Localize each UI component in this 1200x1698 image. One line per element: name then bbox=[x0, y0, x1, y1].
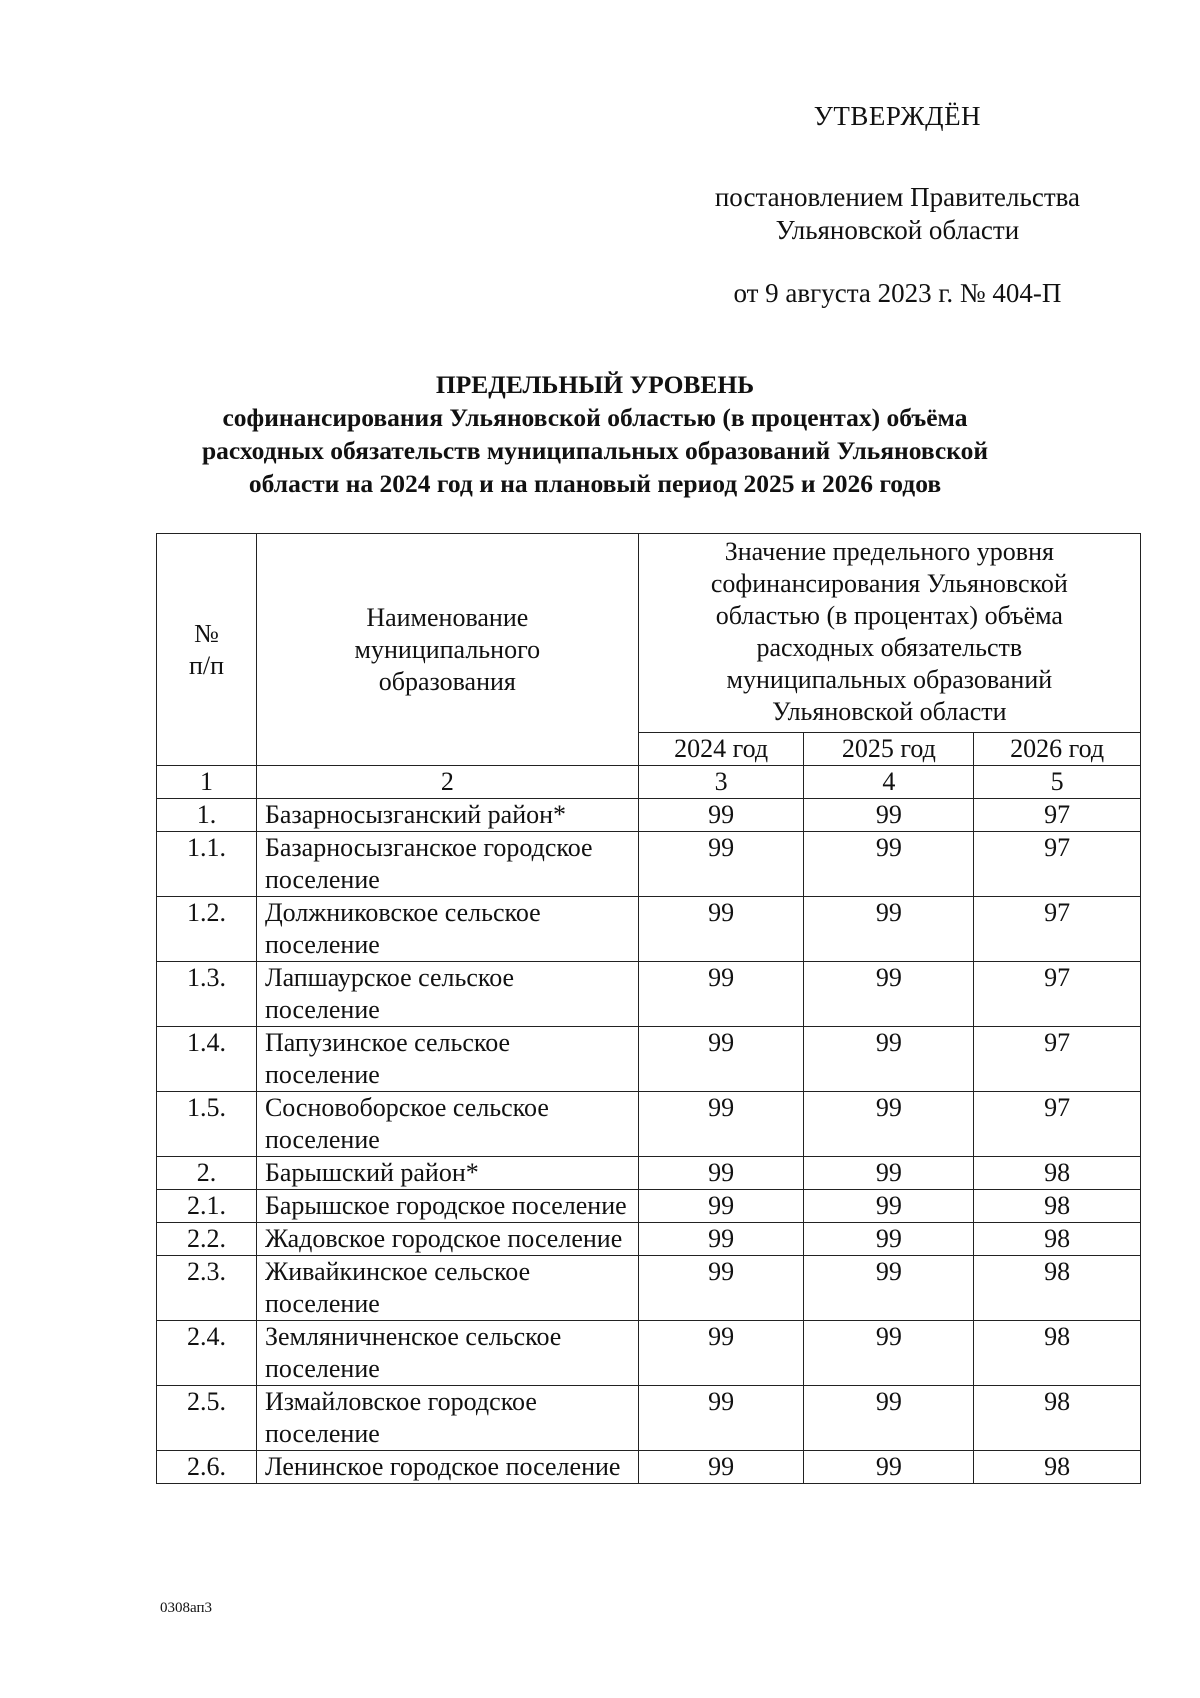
row-municipality-name: Лапшаурское сельское поселение bbox=[256, 962, 638, 1027]
row-municipality-name: Измайловское городское поселение bbox=[256, 1386, 638, 1451]
footer-code: 0308ап3 bbox=[160, 1600, 212, 1616]
row-value-2025: 99 bbox=[804, 1223, 974, 1256]
title-line-3: расходных обязательств муниципальных образований Ульяновской bbox=[201, 436, 989, 465]
row-value-2024: 99 bbox=[638, 1451, 804, 1484]
row-number: 2.1. bbox=[157, 1190, 257, 1223]
row-municipality-name: Земляничненское сельское поселение bbox=[256, 1321, 638, 1386]
row-municipality-name: Должниковское сельское поселение bbox=[256, 897, 638, 962]
header-value: Значение предельного уровня софинансирования Ульяновской областью (в процентах) объёма расходных обязательств муниципальных образований Ульяновской области bbox=[638, 534, 1140, 733]
row-number: 2. bbox=[157, 1157, 257, 1190]
cofinancing-table bbox=[156, 533, 1141, 1484]
column-number: 5 bbox=[974, 766, 1141, 799]
row-number: 1.1. bbox=[157, 832, 257, 897]
row-value-2026: 97 bbox=[974, 799, 1141, 832]
row-value-2026: 98 bbox=[974, 1190, 1141, 1223]
header-number: № п/п bbox=[157, 534, 257, 766]
table-row bbox=[157, 962, 1141, 1027]
table-row bbox=[157, 1157, 1141, 1190]
column-numbers-row bbox=[157, 766, 1141, 799]
row-value-2026: 97 bbox=[974, 1027, 1141, 1092]
document-title bbox=[140, 368, 1050, 500]
row-value-2024: 99 bbox=[638, 962, 804, 1027]
table-row bbox=[157, 897, 1141, 962]
row-municipality-name: Жадовское городское поселение bbox=[256, 1223, 638, 1256]
row-value-2025: 99 bbox=[804, 897, 974, 962]
row-value-2024: 99 bbox=[638, 1092, 804, 1157]
row-number: 2.3. bbox=[157, 1256, 257, 1321]
row-value-2025: 99 bbox=[804, 799, 974, 832]
row-value-2025: 99 bbox=[804, 1092, 974, 1157]
row-number: 1. bbox=[157, 799, 257, 832]
row-value-2026: 98 bbox=[974, 1157, 1141, 1190]
row-value-2025: 99 bbox=[804, 1256, 974, 1321]
title-line-4: области на 2024 год и на плановый период 2025 и 2026 годов bbox=[248, 469, 942, 498]
decree-line-2: Ульяновской области bbox=[775, 215, 1020, 245]
table-row bbox=[157, 799, 1141, 832]
row-value-2025: 99 bbox=[804, 1190, 974, 1223]
row-value-2025: 99 bbox=[804, 832, 974, 897]
row-value-2026: 98 bbox=[974, 1223, 1141, 1256]
row-value-2026: 97 bbox=[974, 962, 1141, 1027]
column-number: 1 bbox=[157, 766, 257, 799]
row-value-2025: 99 bbox=[804, 1321, 974, 1386]
row-number: 2.2. bbox=[157, 1223, 257, 1256]
table-row bbox=[157, 1092, 1141, 1157]
row-value-2026: 97 bbox=[974, 1092, 1141, 1157]
title-line-1: ПРЕДЕЛЬНЫЙ УРОВЕНЬ bbox=[435, 370, 755, 399]
header-year-2025: 2025 год bbox=[804, 733, 974, 766]
row-value-2025: 99 bbox=[804, 962, 974, 1027]
row-municipality-name: Базарносызганский район* bbox=[256, 799, 638, 832]
table-row bbox=[157, 1321, 1141, 1386]
row-municipality-name: Сосновоборское сельское поселение bbox=[256, 1092, 638, 1157]
column-number: 3 bbox=[638, 766, 804, 799]
table-row bbox=[157, 1190, 1141, 1223]
column-number: 2 bbox=[256, 766, 638, 799]
row-value-2024: 99 bbox=[638, 1256, 804, 1321]
row-municipality-name: Барышское городское поселение bbox=[256, 1190, 638, 1223]
row-value-2026: 97 bbox=[974, 897, 1141, 962]
row-value-2025: 99 bbox=[804, 1027, 974, 1092]
row-value-2026: 97 bbox=[974, 832, 1141, 897]
row-value-2024: 99 bbox=[638, 832, 804, 897]
header-name: Наименование муниципального образования bbox=[256, 534, 638, 766]
row-value-2024: 99 bbox=[638, 1223, 804, 1256]
approval-block bbox=[715, 100, 1080, 310]
decree-date: от 9 августа 2023 г. № 404-П bbox=[733, 278, 1062, 308]
row-number: 1.4. bbox=[157, 1027, 257, 1092]
row-value-2024: 99 bbox=[638, 1190, 804, 1223]
row-number: 2.6. bbox=[157, 1451, 257, 1484]
row-value-2026: 98 bbox=[974, 1256, 1141, 1321]
row-value-2024: 99 bbox=[638, 897, 804, 962]
table-row bbox=[157, 1386, 1141, 1451]
row-number: 2.5. bbox=[157, 1386, 257, 1451]
row-number: 1.3. bbox=[157, 962, 257, 1027]
row-municipality-name: Папузинское сельское поселение bbox=[256, 1027, 638, 1092]
row-number: 2.4. bbox=[157, 1321, 257, 1386]
title-line-2: софинансирования Ульяновской областью (в процентах) объёма bbox=[222, 403, 968, 432]
table-row bbox=[157, 1451, 1141, 1484]
row-value-2024: 99 bbox=[638, 1027, 804, 1092]
table-row bbox=[157, 1223, 1141, 1256]
table-row bbox=[157, 832, 1141, 897]
row-number: 1.5. bbox=[157, 1092, 257, 1157]
decree-line-1: постановлением Правительства bbox=[714, 182, 1080, 212]
row-municipality-name: Барышский район* bbox=[256, 1157, 638, 1190]
row-municipality-name: Базарносызганское городское поселение bbox=[256, 832, 638, 897]
header-year-2026: 2026 год bbox=[974, 733, 1141, 766]
row-value-2024: 99 bbox=[638, 1157, 804, 1190]
row-municipality-name: Живайкинское сельское поселение bbox=[256, 1256, 638, 1321]
row-value-2024: 99 bbox=[638, 1386, 804, 1451]
column-number: 4 bbox=[804, 766, 974, 799]
table-row bbox=[157, 1027, 1141, 1092]
header-year-2024: 2024 год bbox=[638, 733, 804, 766]
row-value-2026: 98 bbox=[974, 1451, 1141, 1484]
row-value-2026: 98 bbox=[974, 1386, 1141, 1451]
table-header-row bbox=[157, 534, 1141, 733]
row-number: 1.2. bbox=[157, 897, 257, 962]
approval-stamp: УТВЕРЖДЁН bbox=[813, 101, 982, 131]
row-value-2025: 99 bbox=[804, 1386, 974, 1451]
row-value-2024: 99 bbox=[638, 799, 804, 832]
row-municipality-name: Ленинское городское поселение bbox=[256, 1451, 638, 1484]
row-value-2024: 99 bbox=[638, 1321, 804, 1386]
row-value-2025: 99 bbox=[804, 1451, 974, 1484]
row-value-2025: 99 bbox=[804, 1157, 974, 1190]
row-value-2026: 98 bbox=[974, 1321, 1141, 1386]
table-row bbox=[157, 1256, 1141, 1321]
